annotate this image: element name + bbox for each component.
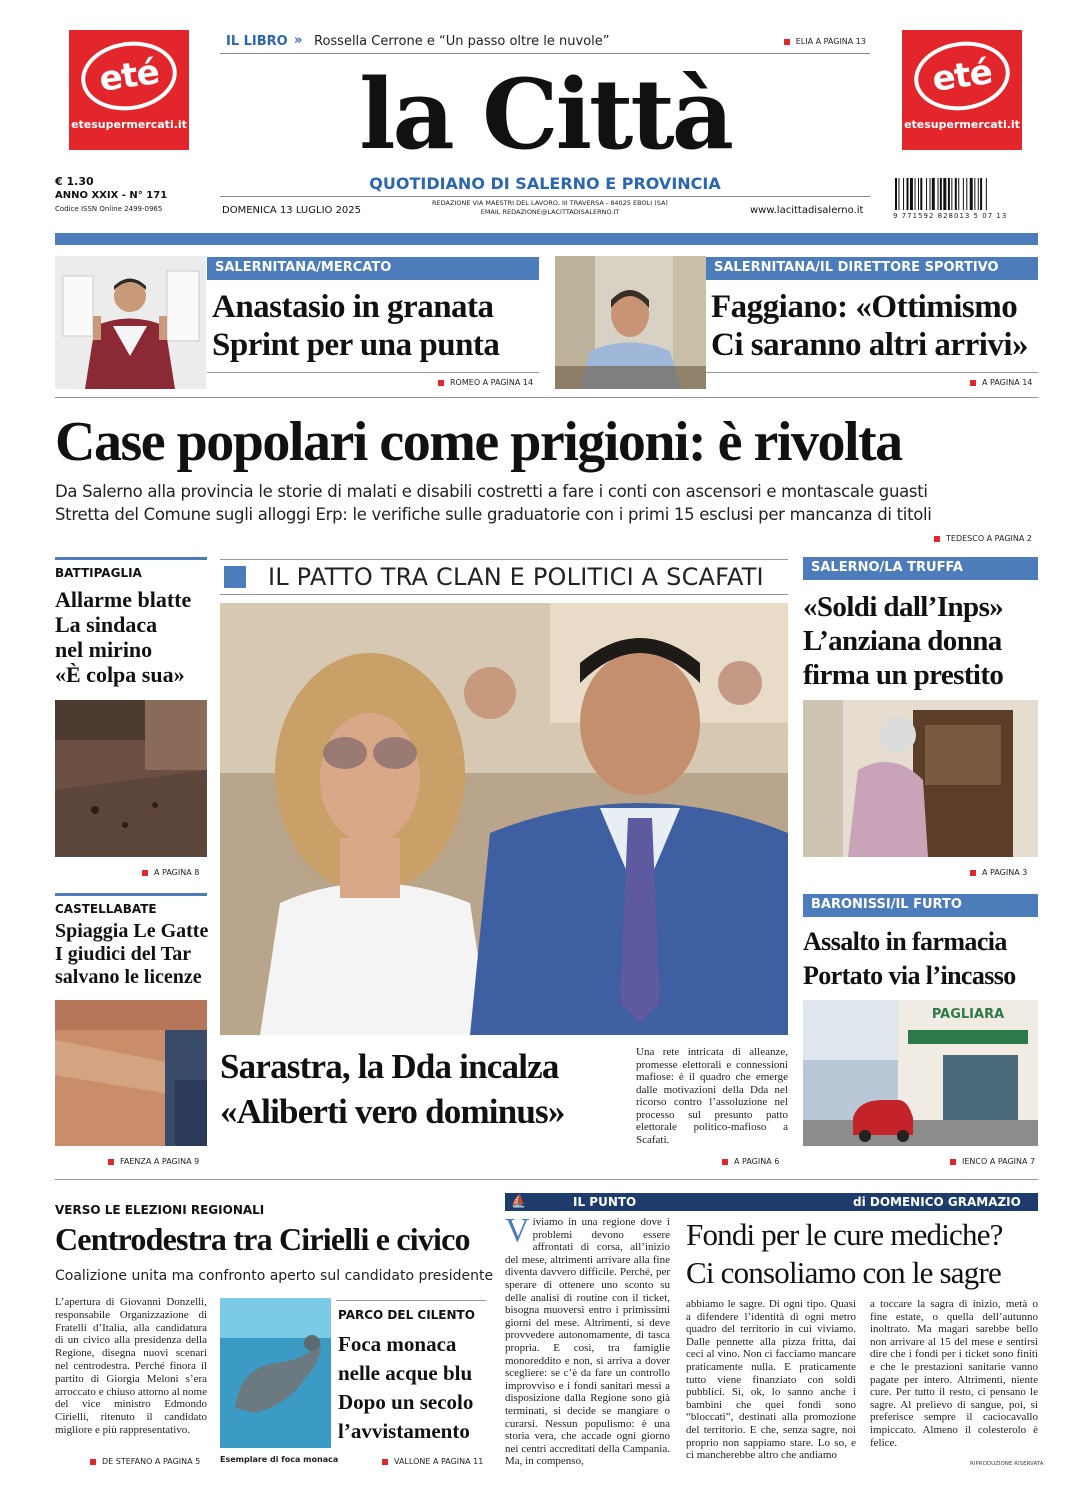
- ref-castellabate[interactable]: FAENZA A PAGINA 9: [108, 1157, 199, 1166]
- issue-number: ANNO XXIX - N° 171: [55, 190, 168, 201]
- editorial-headline-2[interactable]: Ci consoliamo con le sagre: [686, 1255, 1001, 1290]
- center-photo[interactable]: [220, 603, 788, 1035]
- editorial-bar: [505, 1193, 1038, 1211]
- barcode-digits: 9 771592 828013 5 07 13: [893, 212, 1008, 220]
- foca-caption: Esemplare di foca monaca: [220, 1455, 339, 1464]
- ete-logo-url: etesupermercati.it: [904, 118, 1020, 131]
- ref-cilento[interactable]: VALLONE A PAGINA 11: [382, 1457, 483, 1466]
- battipaglia-photo[interactable]: [55, 700, 207, 857]
- teaser-arrow-icon: »: [294, 33, 303, 48]
- kicker-salernitana-ds: SALERNITANA/IL DIRETTORE SPORTIVO: [706, 257, 1038, 280]
- kicker-battipaglia: BATTIPAGLIA: [55, 566, 142, 580]
- editorial-col-1: Viviamo in una regione dove i problemi devono essere affrontati di corsa, all’inizio del mese, altrimenti arrivare alla fine diventa davvero difficile. Perché, per sperare di ottenere uno sconto su delle analisi di routine con il ticket, bisogna muoversi entro i primissimi giorni del mese. Altrimenti, si deve provvedere autonomamente, di tasca propria. E così, tra famiglie monoreddito e non, si arriva a dover scegliere: se c’è da fare un controllo improvviso e i fondi sanitari messi a disposizione dalla Regione sono già terminati, si decide se mangiare o curarsi. Nessun populismo: è una storia vera, che accade ogni giorno nei centri accreditati della Campania. Ma, in compenso,: [505, 1212, 670, 1468]
- editorial-col-3: a toccare la sagra di inizio, metà o fine estate, o quella dell’autunno inoltrato. Ma magari sarebbe bello non arrivare al 15 del mese e sentirsi dire che i fondi per i ticket sono finiti e che le prestazioni sanitarie vanno pagate per intero. Altrimenti, niente cure. Per tutto il resto, ci pensano le sagre. Al prelievo di sangue, poi, si preferisce sempre il caciocavallo impiccato. Almeno il colesterolo è felice.: [870, 1298, 1038, 1449]
- banner-square-icon: [224, 566, 246, 588]
- story-truffa-headline[interactable]: «Soldi dall’Inps» L’anziana donna firma un prestito: [803, 591, 1004, 691]
- shop-sign-text: PAGLIARA: [931, 1007, 1005, 1022]
- boat-icon: ⛵: [511, 1194, 526, 1208]
- ete-logo-left[interactable]: [69, 30, 189, 150]
- editorial-label: IL PUNTO: [573, 1195, 637, 1209]
- ref-anastasio[interactable]: ROMEO A PAGINA 14: [438, 378, 533, 387]
- section-rule: [55, 557, 207, 560]
- election-body: L’apertura di Giovanni Donzelli, responsabile Organizzazione di Fratelli d’Italia, alla candidatura di un civico alla presidenza della Regione, disegna nuovi scenari nel centrodestra. Perché finora il partito di Giorgia Meloni s’era arroccato e chiuso attorno al nome del vice ministro Edmondo Cirielli, ritenuto il candidato migliore e più rappresentativo.: [55, 1296, 207, 1436]
- center-headline-2[interactable]: «Aliberti vero dominus»: [220, 1092, 565, 1131]
- center-summary: Una rete intricata di alleanze, promesse elettorali e connessioni mafiose: è il quadro che emerge dalle motivazioni della Dda nel ricorso contro l’assoluzione nel processo sul presunto patto elettorale politico-mafioso a Scafati.: [636, 1046, 788, 1146]
- address-line-2: EMAIL REDAZIONE@LACITTADISALERNO.IT: [480, 208, 620, 216]
- ref-truffa[interactable]: A PAGINA 3: [970, 868, 1027, 877]
- cilento-headline[interactable]: Foca monaca nelle acque blu Dopo un secolo l’avvistamento: [338, 1332, 474, 1443]
- ref-main[interactable]: TEDESCO A PAGINA 2: [934, 534, 1032, 543]
- price: € 1.30: [55, 175, 94, 188]
- teaser-label: IL LIBRO: [226, 34, 288, 49]
- center-headline-1[interactable]: Sarastra, la Dda incalza: [220, 1047, 559, 1086]
- ref-election[interactable]: DE STEFANO A PAGINA 5: [90, 1457, 200, 1466]
- story-farmacia-headline[interactable]: Assalto in farmacia Portato via l’incasso: [803, 927, 1016, 990]
- teaser-ref: ELIA A PAGINA 13: [784, 37, 866, 46]
- barcode: [893, 178, 1038, 210]
- main-sub-1: Da Salerno alla provincia le storie di malati e disabili costretti a fare i conti con ascensori e montascale guasti: [55, 482, 928, 501]
- truffa-photo[interactable]: [803, 700, 1038, 857]
- story-anastasio-headline-1[interactable]: Anastasio in granata: [212, 289, 494, 325]
- ref-battipaglia[interactable]: A PAGINA 8: [142, 868, 199, 877]
- ete-logo-url: etesupermercati.it: [71, 118, 187, 131]
- divider: [336, 1300, 486, 1301]
- divider: [55, 397, 1038, 398]
- faggiano-photo[interactable]: [555, 256, 706, 389]
- kicker-castellabate: CASTELLABATE: [55, 902, 157, 916]
- story-anastasio-headline-2[interactable]: Sprint per una punta: [212, 327, 500, 363]
- ete-logo-text: eté: [77, 36, 182, 117]
- anastasio-photo[interactable]: [55, 256, 206, 389]
- drop-cap: V: [505, 1212, 530, 1249]
- main-headline[interactable]: Case popolari come prigioni: è rivolta: [55, 411, 902, 473]
- castellabate-photo[interactable]: [55, 1000, 207, 1146]
- farmacia-photo[interactable]: [803, 1000, 1038, 1146]
- kicker-salerno-truffa: SALERNO/LA TRUFFA: [803, 557, 1038, 580]
- editorial-headline-1[interactable]: Fondi per le cure mediche?: [686, 1217, 1003, 1252]
- ref-faggiano[interactable]: A PAGINA 14: [970, 378, 1032, 387]
- issue-date: DOMENICA 13 LUGLIO 2025: [222, 205, 362, 216]
- kicker-elezioni: VERSO LE ELEZIONI REGIONALI: [55, 1203, 265, 1217]
- masthead-subtitle: QUOTIDIANO DI SALERNO E PROVINCIA: [369, 174, 721, 193]
- kicker-salernitana-mercato: SALERNITANA/MERCATO: [207, 257, 539, 280]
- top-teaser[interactable]: [220, 32, 870, 54]
- ete-logo-right[interactable]: [902, 30, 1022, 150]
- story-castellabate-headline[interactable]: Spiaggia Le Gatte I giudici del Tar salvano le licenze: [55, 920, 209, 988]
- teaser-text: Rossella Cerrone e “Un passo oltre le nuvole”: [314, 34, 610, 49]
- story-faggiano-headline-2[interactable]: Ci saranno altri arrivi»: [711, 327, 1029, 363]
- ref-center[interactable]: A PAGINA 6: [722, 1157, 779, 1166]
- editorial-author: di DOMENICO GRAMAZIO: [853, 1195, 1021, 1209]
- story-battipaglia-headline[interactable]: Allarme blatte La sindaca nel mirino «È colpa sua»: [55, 587, 192, 687]
- divider: [55, 1179, 1038, 1180]
- foca-photo[interactable]: [220, 1298, 331, 1448]
- date-line-rule: [220, 196, 870, 197]
- kicker-baronissi: BARONISSI/IL FURTO: [803, 894, 1038, 917]
- ref-farmacia[interactable]: IENCO A PAGINA 7: [950, 1157, 1035, 1166]
- story-faggiano-headline-1[interactable]: Faggiano: «Ottimismo: [711, 289, 1018, 325]
- center-banner: [220, 559, 788, 595]
- main-sub-2: Stretta del Comune sugli alloggi Erp: le verifiche sulle graduatorie con i primi 15 esclusi per mancanza di titoli: [55, 505, 932, 524]
- website[interactable]: www.lacittadisalerno.it: [750, 205, 864, 216]
- issn: Codice ISSN Online 2499-0965: [55, 205, 163, 213]
- divider: [207, 372, 539, 373]
- election-headline[interactable]: Centrodestra tra Cirielli e civico: [55, 1221, 470, 1257]
- reproduction-notice: RIPRODUZIONE RISERVATA: [970, 1461, 1044, 1467]
- kicker-cilento: PARCO DEL CILENTO: [338, 1308, 475, 1322]
- center-banner-text: IL PATTO TRA CLAN E POLITICI A SCAFATI: [268, 563, 764, 591]
- divider: [706, 372, 1038, 373]
- editorial-col-2: abbiamo le sagre. Di ogni tipo. Quasi a difendere l’identità di ogni metro quadro del territorio in cui viviamo. Dalle pennette alla pizza fritta, dai ceci al vino. Non ci facciamo mancare praticamente nulla. E praticamente tutto viene finanziato con soldi pubblici. Sì, ok, lo sanno anche i bambini che quei fondi sono “bloccati”, destinati alla promozione del territorio. E che, senza sagre, noi proprio non sappiamo stare. Lo so, e ci mancherebbe altro che andiamo: [686, 1298, 856, 1462]
- address-line-1: REDAZIONE VIA MAESTRI DEL LAVORO, III TRAVERSA - 84025 EBOLI (SA): [432, 199, 668, 207]
- section-rule: [55, 893, 207, 896]
- election-sub: Coalizione unita ma confronto aperto sul candidato presidente: [55, 1268, 494, 1284]
- masthead-title[interactable]: la Città: [359, 58, 731, 171]
- ete-logo-text: eté: [910, 36, 1015, 117]
- masthead-blue-band: [55, 233, 1038, 245]
